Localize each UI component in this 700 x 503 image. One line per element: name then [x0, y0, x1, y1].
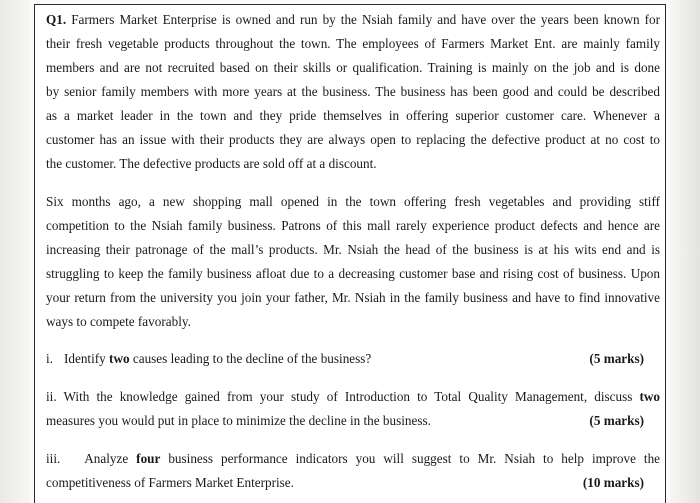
paragraph1-line: Q1. Farmers Market Enterprise is owned and run by the Nsiah family and have over the years been known for	[46, 12, 660, 27]
paragraph1-line: their fresh vegetable products throughout the town. The employees of Farmers Market Ent. are mainly family	[46, 36, 660, 51]
paragraph2-line: increasing their patronage of the mall’s products. Mr. Nsiah the head of the business is at his wits end and is	[46, 242, 660, 257]
paragraph2-line: ways to compete favorably.	[46, 314, 191, 329]
subquestion-ii-line2: measures you would put in place to minimize the decline in the business. (5 marks)	[46, 413, 644, 428]
subquestion-ii-line1: ii. With the knowledge gained from your study of Introduction to Total Quality Management, discuss two	[46, 389, 661, 404]
paragraph2-line: Six months ago, a new shopping mall opened in the town offering fresh vegetables and providing stiff	[46, 194, 660, 209]
paragraph1-line: by senior family members with more years at the business. The business has been good and could be described	[46, 84, 660, 99]
subquestion-i: i. Identify two causes leading to the decline of the business? (5 marks)	[46, 351, 644, 366]
marks-label: (5 marks)	[589, 413, 644, 428]
paragraph1-line: the customer. The defective products are sold off at a discount.	[46, 156, 377, 171]
paragraph2-line: struggling to keep the family business afloat due to a decreasing customer base and rising cost of business. Upon	[46, 266, 660, 281]
paragraph1-line: customer has an issue with their products they are always open to replacing the defective product at no cost to	[46, 132, 660, 147]
subquestion-iii-line1: iii. Analyze four business performance indicators you will suggest to Mr. Nsiah to help improve the	[46, 451, 661, 466]
right-margin	[670, 0, 700, 503]
marks-label: (5 marks)	[589, 351, 644, 366]
paragraph2-line: your return from the university you join your father, Mr. Nsiah in the family business and have to find innovative	[46, 290, 660, 305]
paragraph1-line: members and are not recruited based on their skills or qualification. Training is mainly on the job and is done	[46, 60, 660, 75]
marks-label: (10 marks)	[582, 475, 644, 490]
paragraph2-line: competition to the Nsiah family business. Patrons of this mall rarely experience product defects and hence are	[46, 218, 660, 233]
paragraph1-line: as a market leader in the town and they pride themselves in offering superior customer care. Whenever a	[46, 108, 660, 123]
question-label: Q1.	[46, 12, 67, 27]
left-margin	[0, 0, 30, 503]
subquestion-iii-line2: competitiveness of Farmers Market Enterprise. (10 marks)	[46, 475, 644, 490]
